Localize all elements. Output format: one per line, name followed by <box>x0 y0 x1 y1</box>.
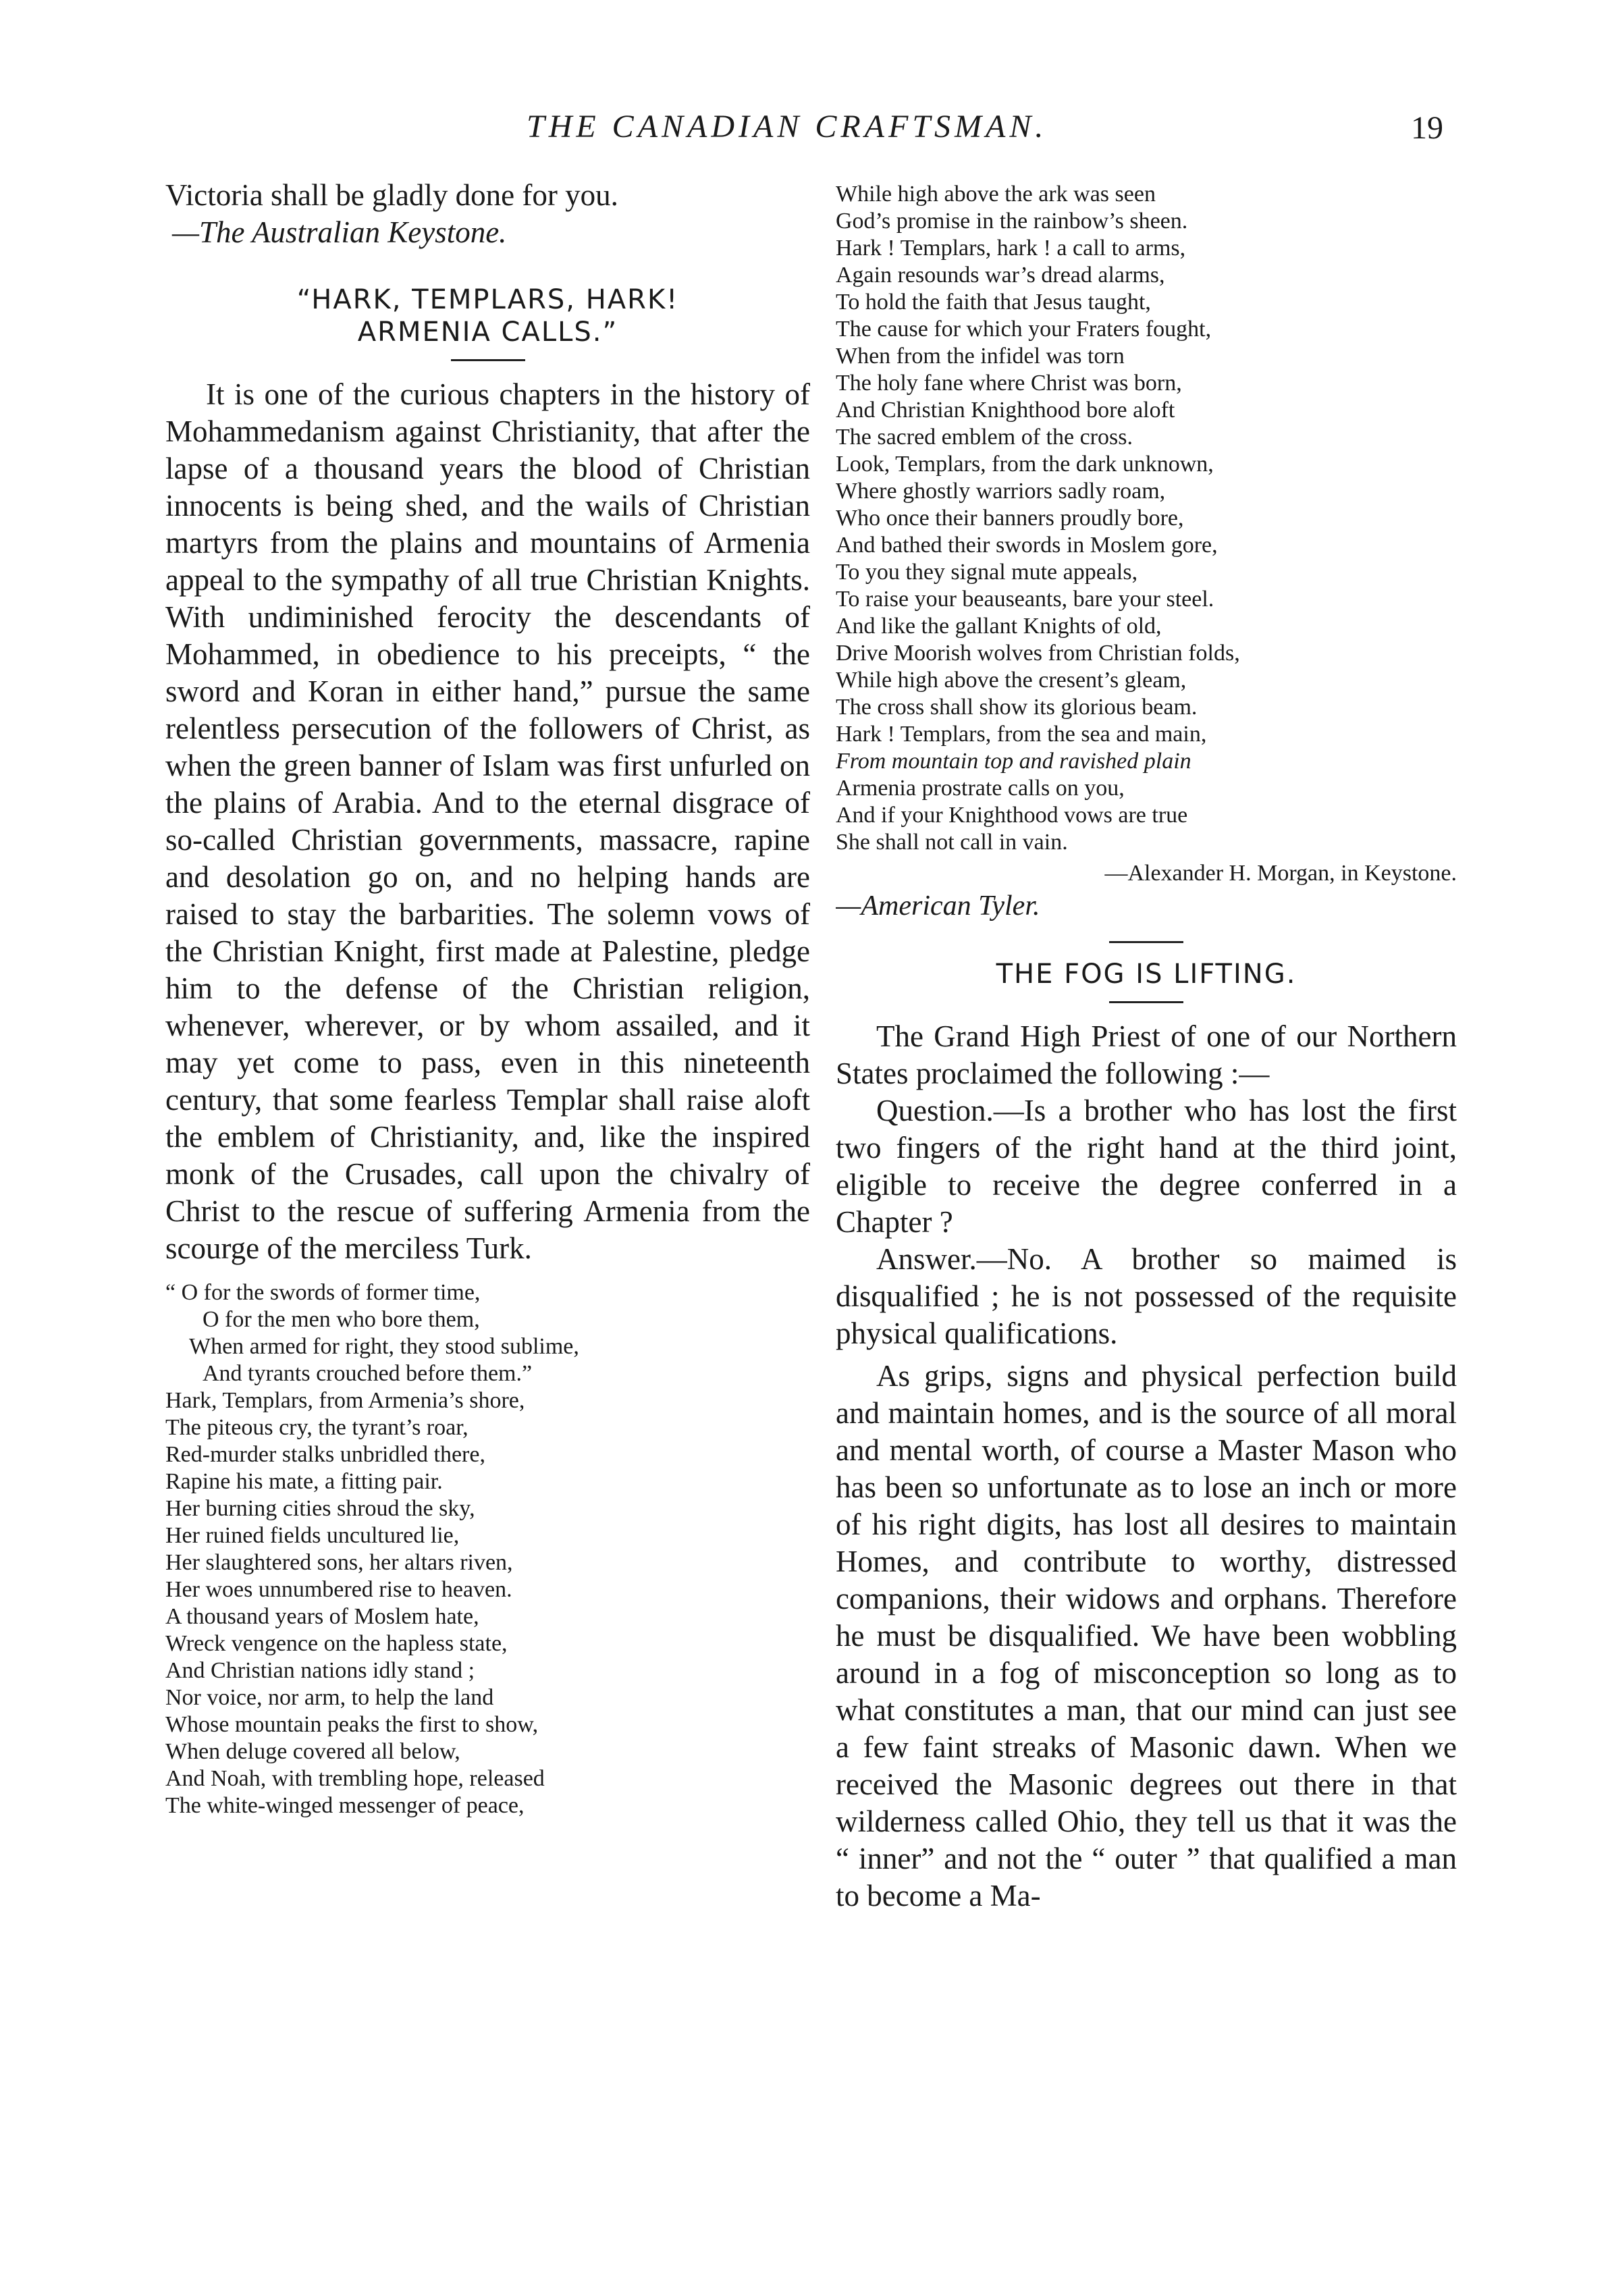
poem-line: The cause for which your Fraters fought, <box>836 317 1212 342</box>
title-rule <box>1109 1001 1183 1003</box>
poem-line: And if your Knighthood vows are true <box>836 803 1188 828</box>
poem-line: Where ghostly warriors sadly roam, <box>836 479 1166 504</box>
poem-line: And Noah, with trembling hope, released <box>165 1766 545 1791</box>
poem-line: Her ruined fields uncultured lie, <box>165 1523 460 1548</box>
poem-line: Look, Templars, from the dark unknown, <box>836 452 1214 477</box>
right-poem <box>836 181 1457 856</box>
article-title-line1: “HARK, TEMPLARS, HARK! <box>296 284 679 315</box>
left-column <box>165 177 810 2236</box>
poem-line: Wreck vengence on the hapless state, <box>165 1631 508 1656</box>
right-column <box>836 177 1457 2236</box>
poem-line: She shall not call in vain. <box>836 830 1068 855</box>
poem-line: Armenia prostrate calls on you, <box>836 776 1125 801</box>
left-poem <box>165 1279 810 1819</box>
poem-line: And like the gallant Knights of old, <box>836 614 1162 639</box>
poem-line: And bathed their swords in Moslem gore, <box>836 533 1218 558</box>
poem-line: God’s promise in the rainbow’s sheen. <box>836 209 1188 234</box>
answer-paragraph: Answer.—No. A brother so maimed is disqualified ; he is not possessed of the requisite physical qualifications. <box>836 1242 1457 1350</box>
poem-line: Hark ! Templars, from the sea and main, <box>836 722 1207 747</box>
running-title: THE CANADIAN CRAFTSMAN. <box>527 109 1048 144</box>
poem-line: The cross shall show its glorious beam. <box>836 695 1198 720</box>
poem-line: While high above the cresent’s gleam, <box>836 668 1187 693</box>
poem-line: Her slaughtered sons, her altars riven, <box>165 1550 513 1575</box>
poem-line: Drive Moorish wolves from Christian folds, <box>836 641 1240 666</box>
poem-source: —American Tyler. <box>836 890 1040 922</box>
poem-line: Again resounds war’s dread alarms, <box>836 263 1165 288</box>
poem-line: Hark, Templars, from Armenia’s shore, <box>165 1388 525 1413</box>
poem-line: The piteous cry, the tyrant’s roar, <box>165 1415 468 1440</box>
article-paragraph: It is one of the curious chapters in the history of Mohammedanism against Christianity, that after the lapse of a thousand years the blood of Christian innocents is being shed, and the wails of Christian martyrs from the plains and mountains of Armenia appeal to the sympathy of all true Christian Knights. With undiminished ferocity the descendants of Mohammed, in obedience to his preceipts, “ the sword and Koran in either hand,” pursue the same relentless persecution of the followers of Christ, as when the green banner of Islam was first unfurled on the plains of Arabia. And to the eternal disgrace of so-called Christian governments, massacre, rapine and desolation go on, and no helping hands are raised to stay the barbarities. The solemn vows of the Christian Knight, first made at Palestine, pledge him to the defense of the Christian religion, whenever, wherever, or by whom assailed, and it may yet come to pass, even in this nineteenth century, that some fearless Templar shall raise aloft the emblem of Christianity, and, like the inspired monk of the Crusades, call upon the chivalry of Christ to the rescue of suffering Armenia from the scourge of the merciless Turk. <box>165 377 810 1265</box>
page-number: 19 <box>1411 110 1443 146</box>
poem-line: Rapine his mate, a fitting pair. <box>165 1469 443 1494</box>
poem-line: When armed for right, they stood sublime, <box>189 1334 579 1359</box>
poem-line: The holy fane where Christ was born, <box>836 371 1182 396</box>
poem-line: While high above the ark was seen <box>836 182 1156 207</box>
carryover-text: Victoria shall be gladly done for you. <box>165 178 618 212</box>
poem-line: When from the infidel was torn <box>836 344 1125 369</box>
poem-line: And Christian Knighthood bore aloft <box>836 398 1175 423</box>
poem-line: To raise your beauseants, bare your steel. <box>836 587 1214 612</box>
poem-line: O for the men who bore them, <box>203 1307 480 1332</box>
section-rule <box>1109 941 1183 943</box>
poem-line: Nor voice, nor arm, to help the land <box>165 1685 494 1710</box>
poem-line: Red-murder stalks unbridled there, <box>165 1442 485 1467</box>
commentary-paragraph: As grips, signs and physical perfection build and maintain homes, and is the source of all moral and mental worth, of course a Master Mason who has been so unfortunate as to lose an inch or more of his right digits, has lost all desires to maintain Homes, and contribute to worthy, distressed companions, their widows and orphans. Therefore he must be disqualified. We have been wobbling around in a fog of misconception so long as to what constitutes a man, that our mind can just see a few faint streaks of Masonic dawn. When we received the Masonic degrees out there in that wilderness called Ohio, they tell us that it was the “ inner” and not the “ outer ” that qualified a man to become a Ma- <box>836 1359 1457 1913</box>
poem-line: “ O for the swords of former time, <box>165 1280 481 1305</box>
poem-line: And Christian nations idly stand ; <box>165 1658 475 1683</box>
poem-line: Whose mountain peaks the first to show, <box>165 1712 539 1737</box>
poem-line: To you they signal mute appeals, <box>836 560 1138 585</box>
poem-line: Hark ! Templars, hark ! a call to arms, <box>836 236 1186 261</box>
article-title-line2: ARMENIA CALLS.” <box>357 317 618 348</box>
question-paragraph: Question.—Is a brother who has lost the first two fingers of the right hand at the third joint, eligible to receive the degree conferred in a Chapter ? <box>836 1094 1457 1239</box>
poem-line: Who once their banners proudly bore, <box>836 506 1184 531</box>
poem-line: And tyrants crouched before them.” <box>203 1361 533 1386</box>
poem-line: Her woes unnumbered rise to heaven. <box>165 1577 512 1602</box>
title-rule <box>451 359 525 361</box>
article-title: THE FOG IS LIFTING. <box>996 959 1297 990</box>
poem-line: From mountain top and ravished plain <box>836 749 1191 774</box>
poem-attribution: —Alexander H. Morgan, in Keystone. <box>1104 861 1457 886</box>
poem-line: To hold the faith that Jesus taught, <box>836 290 1151 315</box>
poem-line: When deluge covered all below, <box>165 1739 460 1764</box>
intro-paragraph: The Grand High Priest of one of our Northern States proclaimed the following :— <box>836 1019 1457 1090</box>
poem-line: The white-winged messenger of peace, <box>165 1793 525 1818</box>
carryover-source: —The Australian Keystone. <box>172 215 507 249</box>
poem-line: A thousand years of Moslem hate, <box>165 1604 479 1629</box>
poem-line: The sacred emblem of the cross. <box>836 425 1133 450</box>
poem-line: Her burning cities shroud the sky, <box>165 1496 475 1521</box>
